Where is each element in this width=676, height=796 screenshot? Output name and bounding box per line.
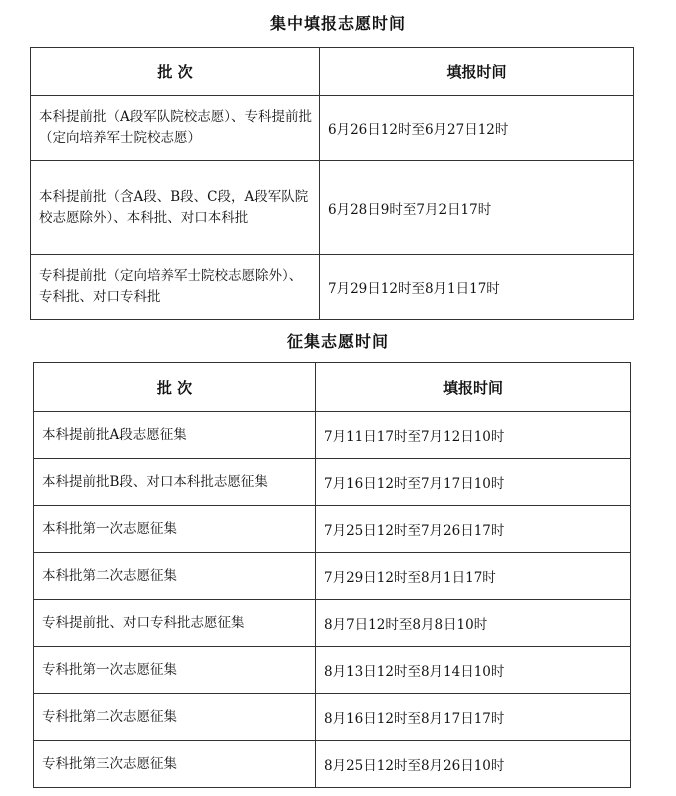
- batch-cell: 本科提前批（含A段、B段、C段，A段军队院校志愿除外）、本科批、对口本科批: [31, 161, 320, 255]
- time-cell: 6月26日12时至6月27日12时: [320, 96, 634, 161]
- table-row: [31, 255, 634, 320]
- batch-column-header: 批 次: [31, 48, 320, 96]
- batch-cell: 专科批第二次志愿征集: [34, 694, 316, 741]
- concentrated-filing-title: 集中填报志愿时间: [269, 14, 406, 33]
- batch-cell: 专科提前批（定向培养军士院校志愿除外）、专科批、对口专科批: [31, 255, 320, 320]
- table-row: [31, 161, 634, 255]
- batch-cell: 本科批第一次志愿征集: [34, 506, 316, 553]
- table-row: [34, 694, 631, 741]
- table-row: [31, 96, 634, 161]
- batch-cell: 本科批第二次志愿征集: [34, 553, 316, 600]
- table-row: [34, 741, 631, 788]
- time-cell: 8月7日12时至8月8日10时: [316, 600, 631, 647]
- time-cell: 8月13日12时至8月14日10时: [316, 647, 631, 694]
- table-header-row: [34, 363, 631, 412]
- table-row: [34, 647, 631, 694]
- batch-cell: 专科提前批、对口专科批志愿征集: [34, 600, 316, 647]
- table-row: [34, 553, 631, 600]
- time-cell: 6月28日9时至7月2日17时: [320, 161, 634, 255]
- batch-cell: 本科提前批B段、对口本科批志愿征集: [34, 459, 316, 506]
- time-column-header: 填报时间: [320, 48, 634, 96]
- time-cell: 7月16日12时至7月17日10时: [316, 459, 631, 506]
- supplementary-filing-table: [33, 362, 631, 788]
- batch-cell: 专科批第三次志愿征集: [34, 741, 316, 788]
- table-row: [34, 412, 631, 459]
- time-cell: 7月29日12时至8月1日17时: [316, 553, 631, 600]
- batch-column-header: 批 次: [34, 363, 316, 412]
- batch-cell: 专科批第一次志愿征集: [34, 647, 316, 694]
- batch-cell: 本科提前批A段志愿征集: [34, 412, 316, 459]
- time-cell: 8月16日12时至8月17日17时: [316, 694, 631, 741]
- concentrated-filing-table: [30, 47, 634, 320]
- supplementary-filing-title: 征集志愿时间: [286, 332, 389, 351]
- table-header-row: [31, 48, 634, 96]
- time-cell: 7月25日12时至7月26日17时: [316, 506, 631, 553]
- batch-cell: 本科提前批（A段军队院校志愿）、专科提前批（定向培养军士院校志愿）: [31, 96, 320, 161]
- time-cell: 7月11日17时至7月12日10时: [316, 412, 631, 459]
- table-row: [34, 459, 631, 506]
- time-cell: 7月29日12时至8月1日17时: [320, 255, 634, 320]
- table-row: [34, 600, 631, 647]
- time-cell: 8月25日12时至8月26日10时: [316, 741, 631, 788]
- time-column-header: 填报时间: [316, 363, 631, 412]
- table-row: [34, 506, 631, 553]
